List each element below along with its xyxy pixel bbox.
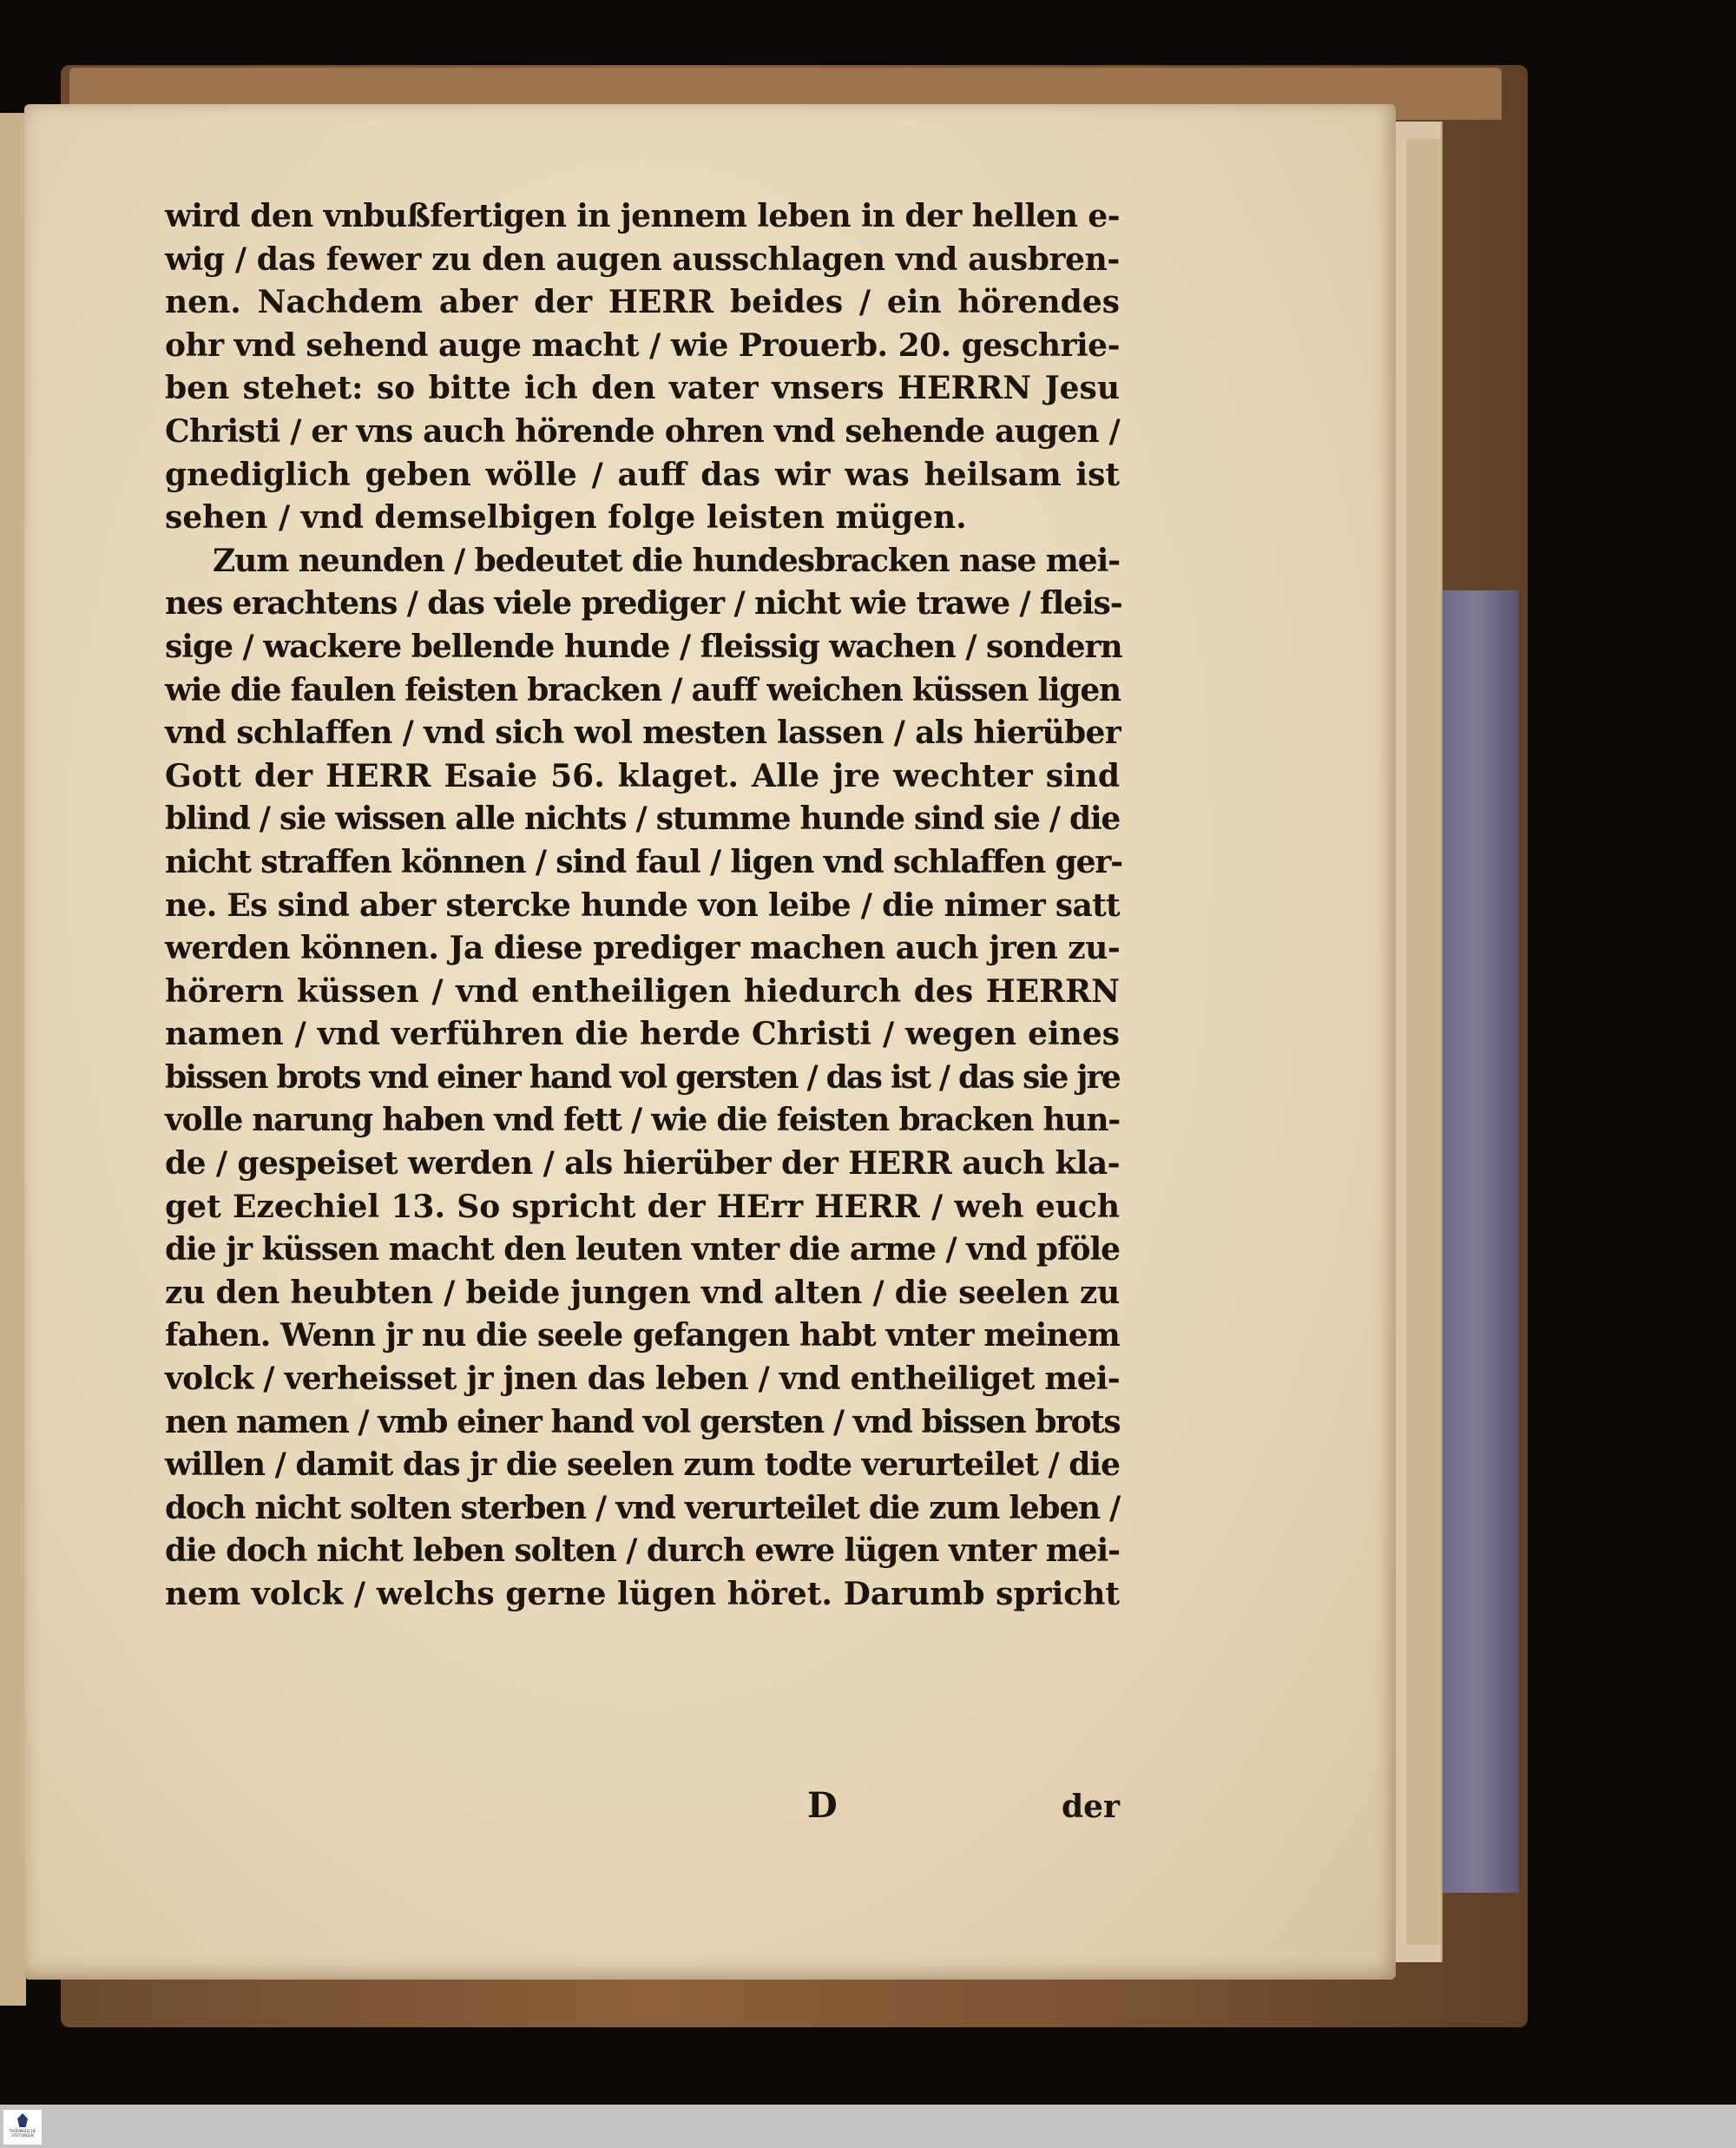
text-line: Gott der HERR Esaie 56. klaget. Alle jre wechter sind xyxy=(165,757,1120,794)
text-line: wird den vnbußfertigen in jennem leben in der hellen e- xyxy=(165,198,1120,234)
facing-page-edge xyxy=(0,113,26,2006)
text-line: vnd schlaffen / vnd sich wol mesten lassen / als hierüber xyxy=(165,715,1121,752)
library-logo[interactable] xyxy=(3,2110,42,2145)
text-line: die jr küssen macht den leuten vnter die arme / vnd pföle xyxy=(165,1231,1120,1268)
text-line: nem volck / welchs gerne lügen höret. Darumb spricht xyxy=(165,1576,1120,1612)
text-line: Zum neunden / bedeutet die hundesbracken nase mei- xyxy=(213,542,1120,579)
text-line: blind / sie wissen alle nichts / stumme hunde sind sie / die xyxy=(165,801,1120,838)
text-line: volck / verheisset jr jnen das leben / vnd entheiliget mei- xyxy=(165,1361,1120,1398)
text-line: de / gespeiset werden / als hierüber der HERR auch kla- xyxy=(165,1145,1120,1183)
text-line: hörern küssen / vnd entheiligen hiedurch des HERRN xyxy=(165,972,1120,1010)
text-line: bissen brots vnd einer hand vol gersten / das ist / das sie jre xyxy=(165,1058,1120,1096)
cover-cloth-strip xyxy=(1432,590,1519,1893)
text-line: willen / damit das jr die seelen zum todte verurteilet / die xyxy=(165,1446,1120,1484)
text-line: wie die faulen feisten bracken / auff weichen küssen ligen xyxy=(165,671,1121,708)
text-line: ohr vnd sehend auge macht / wie Prouerb. 20. geschrie- xyxy=(165,326,1120,364)
text-line: werden können. Ja diese prediger machen auch jren zu- xyxy=(165,930,1121,967)
text-line: nen. Nachdem aber der HERR beides / ein hörendes xyxy=(165,284,1120,321)
text-line: wig / das fewer zu den augen ausschlagen vnd ausbren- xyxy=(165,240,1120,278)
text-line: ne. Es sind aber stercke hunde von leibe / die nimer satt xyxy=(165,886,1120,924)
catchword: der xyxy=(1061,1789,1120,1825)
text-line: zu den heubten / beide jungen vnd alten / die seelen zu xyxy=(165,1274,1120,1311)
library-logo-text: THÜRINGISCHE STIFTUNGEN xyxy=(9,2129,36,2138)
text-line: fahen. Wenn jr nu die seele gefangen habt vnter meinem xyxy=(165,1317,1120,1354)
text-line: namen / vnd verführen die herde Christi / wegen eines xyxy=(165,1016,1120,1053)
text-line: get Ezechiel 13. So spricht der HErr HERR / weh euch xyxy=(165,1188,1120,1225)
text-line: sige / wackere bellende hunde / fleissig wachen / sondern xyxy=(165,628,1122,665)
library-logo-icon xyxy=(17,2113,28,2127)
viewer-bottom-bar xyxy=(0,2105,1736,2148)
signature-mark: D xyxy=(807,1785,838,1826)
page-edge-stack-inner xyxy=(1406,139,1443,1945)
text-line: doch nicht solten sterben / vnd verurteilet die zum leben / xyxy=(165,1489,1121,1526)
text-line: volle narung haben vnd fett / wie die feisten bracken hun- xyxy=(165,1102,1120,1139)
text-line: nicht straffen können / sind faul / ligen vnd schlaffen ger- xyxy=(165,843,1123,880)
page-footer xyxy=(165,1785,1120,1837)
text-line: nen namen / vmb einer hand vol gersten / vnd bissen brots xyxy=(165,1403,1121,1440)
text-line: die doch nicht leben solten / durch ewre lügen vnter mei- xyxy=(165,1532,1121,1570)
page-text xyxy=(165,195,1123,1617)
text-line: nes erachtens / das viele prediger / nicht wie trawe / fleis- xyxy=(165,585,1122,623)
text-line: sehen / vnd demselbigen folge leisten mügen. xyxy=(165,499,967,537)
text-line: Christi / er vns auch hörende ohren vnd sehende augen / xyxy=(165,412,1120,450)
text-line: gnediglich geben wölle / auff das wir was heilsam ist xyxy=(165,456,1120,493)
text-line: ben stehet: so bitte ich den vater vnsers HERRN Jesu xyxy=(165,370,1120,407)
